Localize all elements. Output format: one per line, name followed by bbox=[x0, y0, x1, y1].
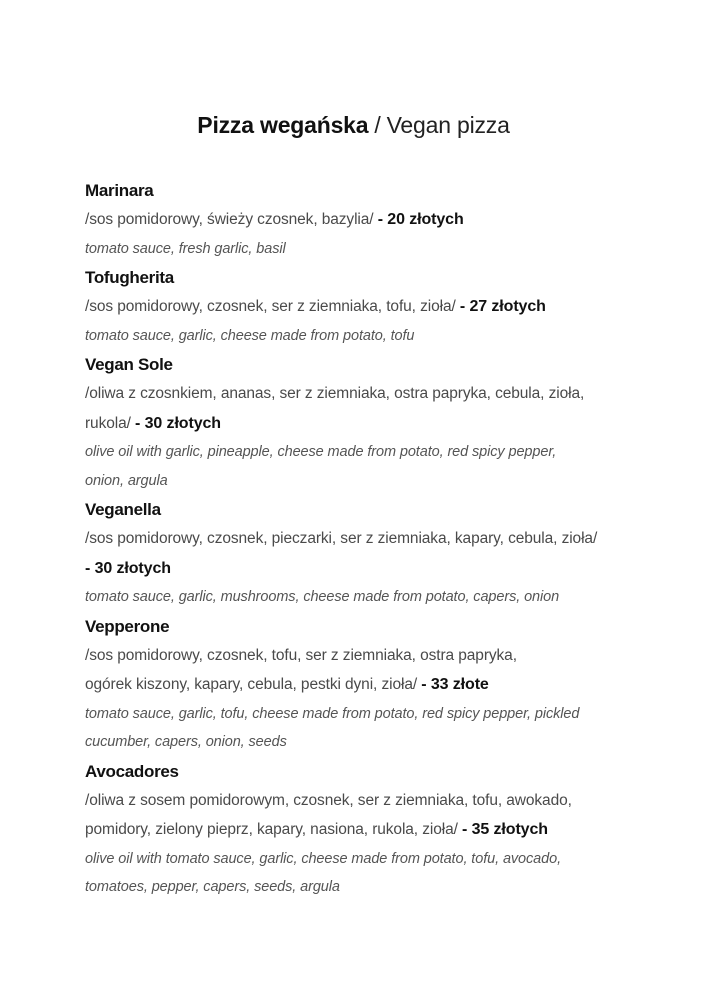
price: - 27 złotych bbox=[459, 298, 546, 315]
price: - 20 złotych bbox=[377, 211, 464, 228]
price: - 30 złotych bbox=[135, 414, 221, 432]
ingredients-line bbox=[85, 292, 645, 322]
ingredients-polish bbox=[85, 524, 645, 583]
item-name: Vegan Sole bbox=[85, 355, 173, 374]
ingredients-english bbox=[85, 700, 645, 757]
ingredients-english bbox=[85, 235, 645, 264]
ingredients-en-line: tomatoes, pepper, capers, seeds, argula bbox=[85, 879, 340, 895]
item-name: Avocadores bbox=[85, 761, 179, 781]
ingredients-line: /sos pomidorowy, czosnek, pieczarki, ser z ziemniaka, kapary, cebula, zioła/ bbox=[85, 530, 598, 547]
item-name: Vepperone bbox=[85, 616, 170, 636]
ingredients-en-line: tomato sauce, fresh garlic, basil bbox=[85, 240, 286, 257]
ingredients-en-line: olive oil with tomato sauce, garlic, cheese made from potato, tofu, avocado, bbox=[85, 850, 561, 867]
ingredients-text: rukola/ bbox=[85, 414, 136, 432]
title-english: Vegan pizza bbox=[386, 112, 510, 138]
ingredients-en-line: tomato sauce, garlic, tofu, cheese made from potato, red spicy pepper, pickled bbox=[85, 705, 580, 722]
price: - 30 złotych bbox=[85, 559, 171, 577]
ingredients-line: /oliwa z sosem pomidorowym, czosnek, ser z ziemniaka, tofu, awokado, bbox=[85, 791, 572, 809]
ingredients-line bbox=[85, 554, 645, 584]
menu-item-vegan-sole bbox=[85, 350, 645, 495]
ingredients-line bbox=[85, 670, 645, 700]
title-separator: / bbox=[374, 112, 381, 138]
ingredients-line bbox=[85, 205, 645, 235]
ingredients-polish bbox=[85, 379, 645, 438]
ingredients-english bbox=[85, 438, 645, 495]
ingredients-line: /oliwa z czosnkiem, ananas, ser z ziemniaka, ostra papryka, cebula, zioła, bbox=[85, 385, 585, 402]
item-name: Veganella bbox=[85, 500, 161, 519]
ingredients-en-line: tomato sauce, garlic, mushrooms, cheese made from potato, capers, onion bbox=[85, 589, 560, 605]
ingredients-line: /sos pomidorowy, czosnek, tofu, ser z ziemniaka, ostra papryka, bbox=[85, 646, 517, 664]
page-title bbox=[0, 108, 707, 142]
ingredients-line bbox=[85, 815, 645, 845]
title-polish: Pizza wegańska bbox=[197, 112, 369, 138]
ingredients-english bbox=[85, 583, 645, 612]
ingredients-text: /sos pomidorowy, świeży czosnek, bazylia/ bbox=[85, 211, 378, 228]
ingredients-english bbox=[85, 845, 645, 902]
menu-item-avocadores bbox=[85, 757, 645, 902]
price: - 33 złote bbox=[421, 676, 489, 693]
ingredients-polish bbox=[85, 786, 645, 845]
ingredients-text: pomidory, zielony pieprz, kapary, nasiona, rukola, zioła/ bbox=[85, 821, 463, 838]
ingredients-en-line: onion, argula bbox=[85, 472, 168, 489]
ingredients-polish bbox=[85, 205, 645, 235]
ingredients-line bbox=[85, 409, 645, 439]
ingredients-text: ogórek kiszony, kapary, cebula, pestki dyni, zioła/ bbox=[85, 676, 422, 693]
menu-item-tofugherita bbox=[85, 263, 645, 350]
ingredients-en-line: cucumber, capers, onion, seeds bbox=[85, 734, 287, 750]
item-name: Marinara bbox=[85, 181, 154, 200]
pizza-menu bbox=[85, 176, 645, 902]
ingredients-english bbox=[85, 322, 645, 351]
ingredients-text: /sos pomidorowy, czosnek, ser z ziemniaka, tofu, zioła/ bbox=[85, 298, 460, 315]
menu-item-vepperone bbox=[85, 612, 645, 757]
price: - 35 złotych bbox=[462, 821, 548, 838]
ingredients-polish bbox=[85, 641, 645, 700]
menu-item-veganella bbox=[85, 495, 645, 612]
menu-item-marinara bbox=[85, 176, 645, 263]
ingredients-polish bbox=[85, 292, 645, 322]
item-name: Tofugherita bbox=[85, 268, 174, 287]
ingredients-en-line: tomato sauce, garlic, cheese made from potato, tofu bbox=[85, 327, 415, 344]
ingredients-en-line: olive oil with garlic, pineapple, cheese made from potato, red spicy pepper, bbox=[85, 444, 557, 460]
